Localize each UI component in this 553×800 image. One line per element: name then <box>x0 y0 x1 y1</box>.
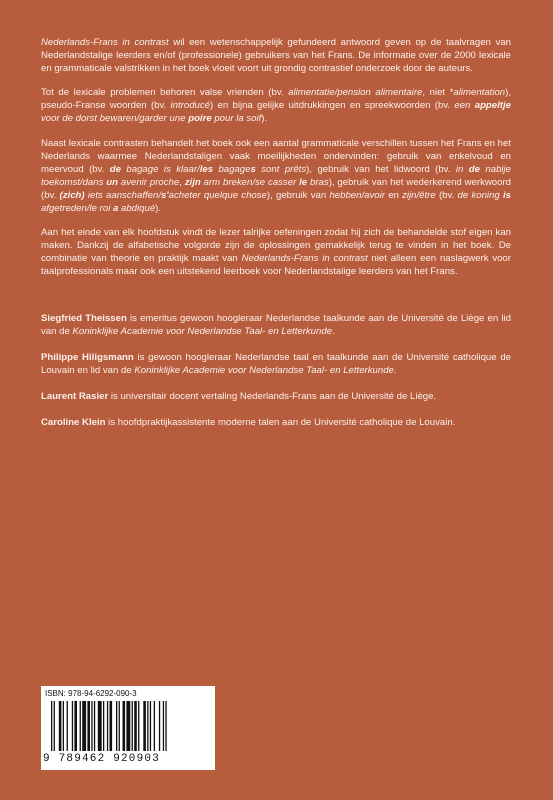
example-bold: les <box>199 163 214 175</box>
text-span: ), gebruik van het wederkerend werkwoord (bv. <box>41 176 511 201</box>
text-span: ) en bijna gelijke uitdrukkingen en spreekwoorden (bv. <box>210 100 455 112</box>
text-span: de koning <box>457 189 503 201</box>
author-bios <box>41 312 511 430</box>
barcode-bar <box>154 701 155 751</box>
barcode-number: 9 789462 920903 <box>43 753 161 765</box>
example-italic <box>60 190 267 201</box>
isbn-label: ISBN: 978-94-6292-090-3 <box>45 689 137 698</box>
barcode-bar <box>143 701 146 751</box>
example-bold: appeltje <box>474 100 511 112</box>
author-name: Siegfried Theissen <box>41 312 127 324</box>
text-span: arm breken/se casser <box>200 176 300 188</box>
author-name: Philippe Hiligsmann <box>41 351 134 363</box>
barcode-bar <box>82 701 86 751</box>
example-italic <box>185 177 329 188</box>
text-span: , <box>179 176 185 188</box>
text-span: in <box>455 163 469 175</box>
barcode-bar <box>51 701 52 751</box>
text-span: bagage <box>213 163 251 175</box>
barcode-bar <box>110 701 113 751</box>
barcode-bar <box>165 701 166 751</box>
barcode-bar <box>103 701 104 751</box>
barcode-bar <box>59 701 62 751</box>
barcode-bar <box>63 701 64 751</box>
text-span: is gewoon hoogleraar Nederlandse taal en taalkunde aan de Université catholique de Louvain en lid van de <box>41 351 511 376</box>
barcode-bar <box>159 701 160 751</box>
example-italic: zijn/être <box>402 189 436 201</box>
paragraph-intro <box>41 36 511 75</box>
text-span: pour la soif <box>211 113 262 125</box>
barcode-bar <box>147 701 148 751</box>
text-span: niet alleen een naslagwerk voor taalprofessionals maar ook een uitstekend leerboek voor Nederlandstalige leerders van het Frans. <box>41 253 511 278</box>
barcode-bar <box>107 701 108 751</box>
barcode-bar <box>94 701 95 751</box>
text-span: ), gebruik van het lidwoord (bv. <box>306 163 456 175</box>
example-italic: alimentation <box>453 87 506 99</box>
barcode-bar <box>119 701 120 751</box>
barcode <box>41 686 215 770</box>
barcode-bar <box>150 701 151 751</box>
barcode-bar <box>98 701 102 751</box>
academy-italic: Koninklijke Academie voor Nederlandse Taal- en Letterkunde <box>72 325 333 337</box>
text-span: Tot de lexicale problemen behoren valse vrienden (bv. <box>41 87 289 99</box>
author-name: Caroline Klein <box>41 416 106 428</box>
barcode-bar <box>74 701 77 751</box>
author-bio <box>41 312 511 338</box>
barcode-bar <box>87 701 90 751</box>
barcode-bar <box>91 701 92 751</box>
barcode-bar <box>67 701 68 751</box>
text-span: bras <box>307 176 329 188</box>
text-span: is universitair docent vertaling Nederlands-Frans aan de Université de Liège. <box>108 390 437 402</box>
example-bold: de <box>109 163 121 175</box>
text-span: (bv. <box>435 189 458 201</box>
text-span: sont prêts <box>255 163 307 175</box>
example-italic <box>110 164 306 175</box>
academy-italic: Koninklijke Academie voor Nederlandse Taal- en Letterkunde <box>134 364 394 376</box>
example-italic: introducé <box>170 100 210 112</box>
author-bio <box>41 390 511 403</box>
paragraph-lexical <box>41 86 511 125</box>
example-bold: s <box>250 163 256 175</box>
text-span: Aan het einde van elk hoofdstuk vindt de lezer talrijke oefeningen zodat hij zich de behandelde stof eigen kan maken. Dankzij de alfabetische volgorde zijn de oplossingen gemakkelijk terug te vinden in het boek. De combinatie van theorie en praktijk maakt van <box>41 227 511 265</box>
author-bio <box>41 416 511 429</box>
example-bold: de <box>468 163 480 175</box>
example-bold: le <box>299 176 308 188</box>
book-title-italic: Nederlands-Frans in contrast <box>41 37 169 48</box>
barcode-bar <box>138 701 139 751</box>
example-bold: is <box>502 189 511 201</box>
barcode-bar <box>123 701 126 751</box>
barcode-bar <box>80 701 81 751</box>
example-bold: a <box>113 203 119 215</box>
author-name: Laurent Rasier <box>41 390 109 402</box>
book-title-italic: Nederlands-Frans in contrast <box>241 253 368 265</box>
barcode-bar <box>54 701 55 751</box>
text-span: avenir proche <box>118 176 180 188</box>
barcode-bar <box>116 701 117 751</box>
back-cover-text <box>41 36 511 442</box>
barcode-bar <box>126 701 130 751</box>
example-bold: zijn <box>184 176 201 188</box>
paragraph-exercises <box>41 226 511 278</box>
text-span: ), pseudo-Franse woorden (bv. <box>41 87 512 112</box>
text-span: abdiqué <box>118 203 156 215</box>
text-span: voor de dorst bewaren/garder une <box>41 113 189 125</box>
example-bold: s' <box>161 189 169 201</box>
text-span: ). <box>155 203 162 215</box>
paragraph-grammar <box>41 137 511 216</box>
text-span: ), gebruik van <box>266 189 330 201</box>
text-span: afgetreden/le roi <box>41 203 113 215</box>
text-span: nabije toekomst/dans <box>41 163 512 188</box>
text-span: bagage is klaar/ <box>121 163 200 175</box>
text-span: is emeritus gewoon hoogleraar Nederlandse taalkunde aan de Université de Liège en lid van de <box>41 312 511 337</box>
text-span: is hoofdpraktijkassistente moderne talen aan de Université catholique de Louvain. <box>105 416 456 428</box>
intro-text: wil een wetenschappelijk gefundeerd antwoord geven op de taalvragen van Nederlandstalige leerders en/of (professionele) gebruikers van het Frans. De informatie over de 2000 lexicale en grammaticale valstrikken in het boek vloeit voort uit grondig contrastief onderzoek door de auteurs. <box>41 37 511 75</box>
text-span: . <box>393 364 397 376</box>
barcode-bar <box>72 701 73 751</box>
example-bold: poire <box>188 113 212 125</box>
text-span: . <box>332 325 335 337</box>
barcode-bars <box>51 701 205 751</box>
text-span: acheter quelque chose <box>168 189 267 201</box>
text-span: iets aanschaffen/ <box>84 189 161 201</box>
text-span: ). <box>261 113 268 125</box>
barcode-bar <box>132 701 133 751</box>
example-italic: hebben/avoir <box>329 189 385 201</box>
example-bold: (zich) <box>59 189 85 201</box>
text-span: Naast lexicale contrasten behandelt het boek ook een aantal grammaticale verschillen tussen het Frans en het Nederlands waarmee Nederlandstaligen vaak moeilijkheden ondervinden: gebruik van enkelvoud en meervoud (bv. <box>41 137 511 175</box>
text-span: , niet * <box>422 87 454 99</box>
barcode-bar <box>163 701 164 751</box>
barcode-bar <box>134 701 137 751</box>
example-italic: alimentatie/pension alimentaire <box>288 87 423 99</box>
example-bold: un <box>106 176 118 188</box>
text-span: een <box>454 100 475 112</box>
text-span: en <box>384 189 403 201</box>
author-bio <box>41 351 511 377</box>
